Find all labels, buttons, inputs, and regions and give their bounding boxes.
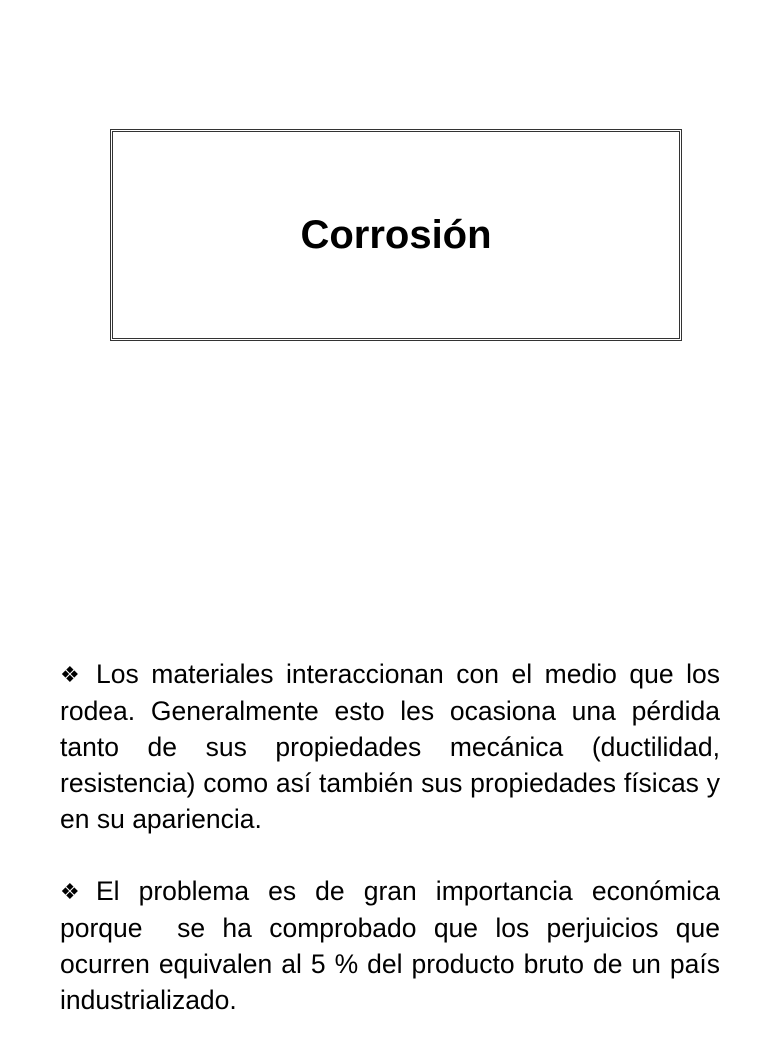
paragraph-1-text: Los materiales interaccionan con el medio que los rodea. Generalmente esto les ocasiona una pérdida tanto de sus propiedades mecánica (ductilidad, resistencia) como así también sus propiedades físicas y en su apariencia. (60, 659, 728, 834)
paragraph-2 (60, 873, 728, 1018)
paragraph-2-text: El problema es de gran importancia económica porque se ha comprobado que los perjuicios que ocurren equivalen al 5 % del producto bruto de un país industrializado. (60, 876, 728, 1015)
paragraph-1 (60, 656, 728, 837)
diamond-bullet-icon: ❖ (60, 662, 80, 687)
document-body (60, 656, 728, 1054)
title-box (110, 129, 682, 341)
page-title: Corrosión (300, 212, 492, 257)
diamond-bullet-icon: ❖ (60, 879, 80, 904)
